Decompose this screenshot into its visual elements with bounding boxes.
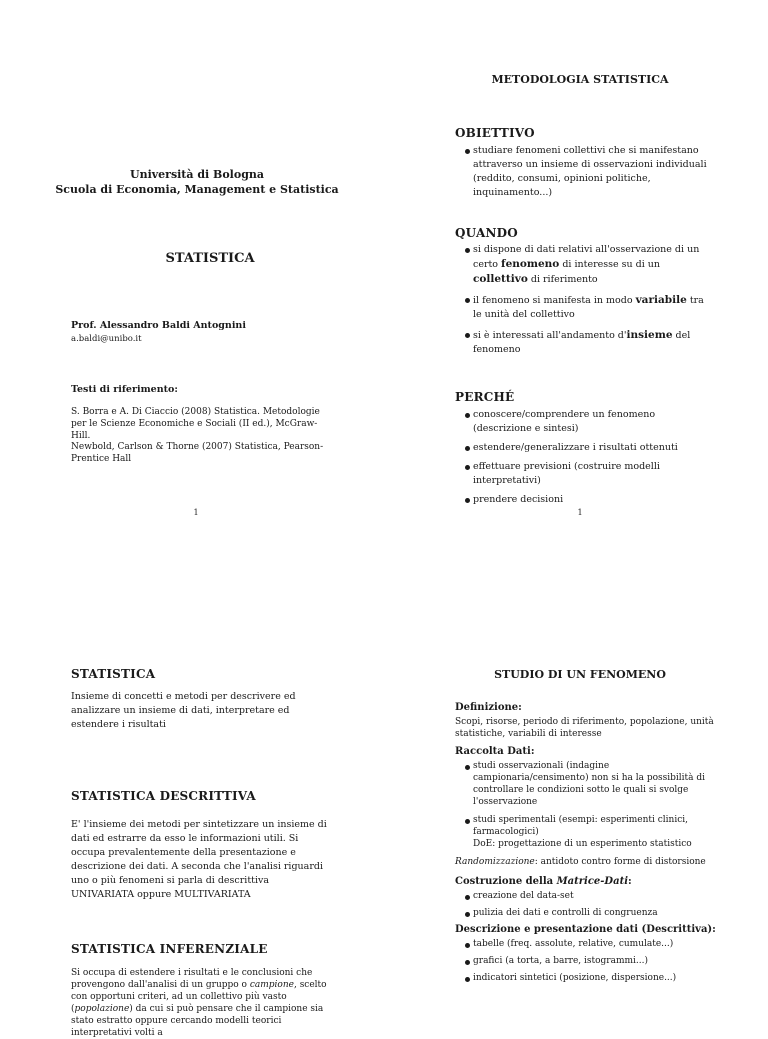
text: di riferimento [527,274,598,285]
list-item: grafici (a torta, a barre, istogrammi...) [455,955,717,967]
costruzione-heading [455,876,717,887]
list-item: effettuare previsioni (costruire modelli interpretativi) [455,460,709,488]
raccolta-list [455,760,717,850]
emphasis: insieme [626,329,673,341]
slide-title: STUDIO DI UN FENOMENO [494,668,666,681]
text: di interesse su di un [559,259,661,270]
university-name: Università di Bologna [129,168,265,181]
list-item [455,814,717,850]
list-item: prendere decisioni [455,493,709,507]
slide-studio-fenomeno [384,512,768,1024]
doe-text: DoE: progettazione di un esperimento statistico [473,839,692,849]
list-item [455,243,709,287]
slide-title-page [0,0,384,517]
emphasis: fenomeno [501,258,560,270]
school-name: Scuola di Economia, Management e Statistica [55,183,339,196]
slide-title: METODOLOGIA STATISTICA [491,73,669,86]
descrittiva-text: E' l'insieme dei metodi per sintetizzare un insieme di dati ed estrarre da esso le informazioni utili. Si occupa prevalentemente della presentazione e descrizione dei dati. A seconda che l'analisi riguardi uno o più fenomeni si parla di descrittiva UNIVARIATA oppure MULTIVARIATA [71,819,327,900]
list-item: tabelle (freq. assolute, relative, cumulate...) [455,938,717,950]
quando-list [455,243,709,363]
university-block [0,167,394,197]
list-item: studiare fenomeni collettivi che si manifestano attraverso un insieme di osservazioni individuali (reddito, consumi, opinioni politiche, inquinamento...) [455,144,709,200]
obiettivo-heading: OBIETTIVO [455,126,535,140]
slide-content [455,702,717,989]
emphasis: campione [249,980,294,990]
reference-1: S. Borra e A. Di Ciaccio (2008) Statistica. Metodologie per le Scienze Economiche e Sociali (II ed.), McGraw-Hill. [71,407,320,441]
emphasis: popolazione [74,1004,130,1014]
professor-name: Prof. Alessandro Baldi Antognini [71,320,246,331]
list-item: creazione del data-set [455,890,717,902]
text: tra le unità del collettivo [473,295,704,320]
text: si dispone di dati relativi all'osservazione di un certo [473,244,700,270]
text: , scelto con opportuni criteri, ad un collettivo più vasto ( [71,980,327,1014]
perche-list [455,408,709,512]
descrizione-heading: Descrizione e presentazione dati (Descrittiva): [455,924,716,935]
text: del fenomeno [473,330,691,355]
list-item: pulizia dei dati e controlli di congruenza [455,907,717,919]
text: : antidoto contro forme di distorsione [534,857,706,867]
descrizione-list [455,938,717,984]
obiettivo-list [455,144,709,206]
references-heading: Testi di riferimento: [71,384,178,395]
text: ) da cui si può pensare che il campione sia stato estratto oppure cercando modelli teorici interpretativi volti a [71,1004,324,1038]
professor-email: a.baldi@unibo.it [71,334,142,344]
course-title: STATISTICA [165,251,255,266]
emphasis: Matrice-Dati [556,876,628,887]
list-item: conoscere/comprendere un fenomeno (descrizione e sintesi) [455,408,709,436]
raccolta-heading: Raccolta Dati: [455,746,535,757]
list-item: indicatori sintetici (posizione, dispersione...) [455,972,717,984]
inferenziale-text [71,967,327,1039]
perche-heading: PERCHÉ [455,390,515,404]
definizione-text: Scopi, risorse, periodo di riferimento, popolazione, unità statistiche, variabili di interesse [455,717,714,739]
list-item: studi osservazionali (indagine campionaria/censimento) non si ha la possibilità di controllare le condizioni sotto le quali si svolge l'osservazione [455,760,717,808]
text: Costruzione della [455,876,557,887]
text: si è interessati all'andamento d' [473,330,627,341]
emphasis: collettivo [473,273,528,285]
list-item: estendere/generalizzare i risultati ottenuti [455,441,709,455]
randomizzazione-text [455,856,717,868]
page-number: 1 [577,508,583,517]
text: il fenomeno si manifesta in modo [473,295,636,306]
statistica-text: Insieme di concetti e metodi per descrivere ed analizzare un insieme di dati, interpretare ed estendere i risultati [71,691,296,730]
text: Si occupa di estendere i risultati e le conclusioni che provengono dall'analisi di un gruppo o [71,968,313,990]
slide-statistica [0,512,384,1038]
emphasis: Randomizzazione [455,857,535,867]
inferenziale-heading: STATISTICA INFERENZIALE [71,942,268,956]
list-item [455,293,709,322]
descrittiva-heading: STATISTICA DESCRITTIVA [71,789,256,803]
definizione-heading: Definizione: [455,702,522,713]
quando-heading: QUANDO [455,226,518,240]
reference-2: Newbold, Carlson & Thorne (2007) Statistica, Pearson-Prentice Hall [71,442,324,464]
text: studi sperimentali (esempi: esperimenti clinici, farmacologici) [473,815,689,837]
page-number: 1 [193,508,199,517]
slide-metodologia [384,0,768,517]
list-item [455,328,709,357]
text: : [628,876,632,887]
statistica-heading: STATISTICA [71,667,156,681]
emphasis: variabile [635,294,687,306]
costruzione-list [455,890,717,919]
